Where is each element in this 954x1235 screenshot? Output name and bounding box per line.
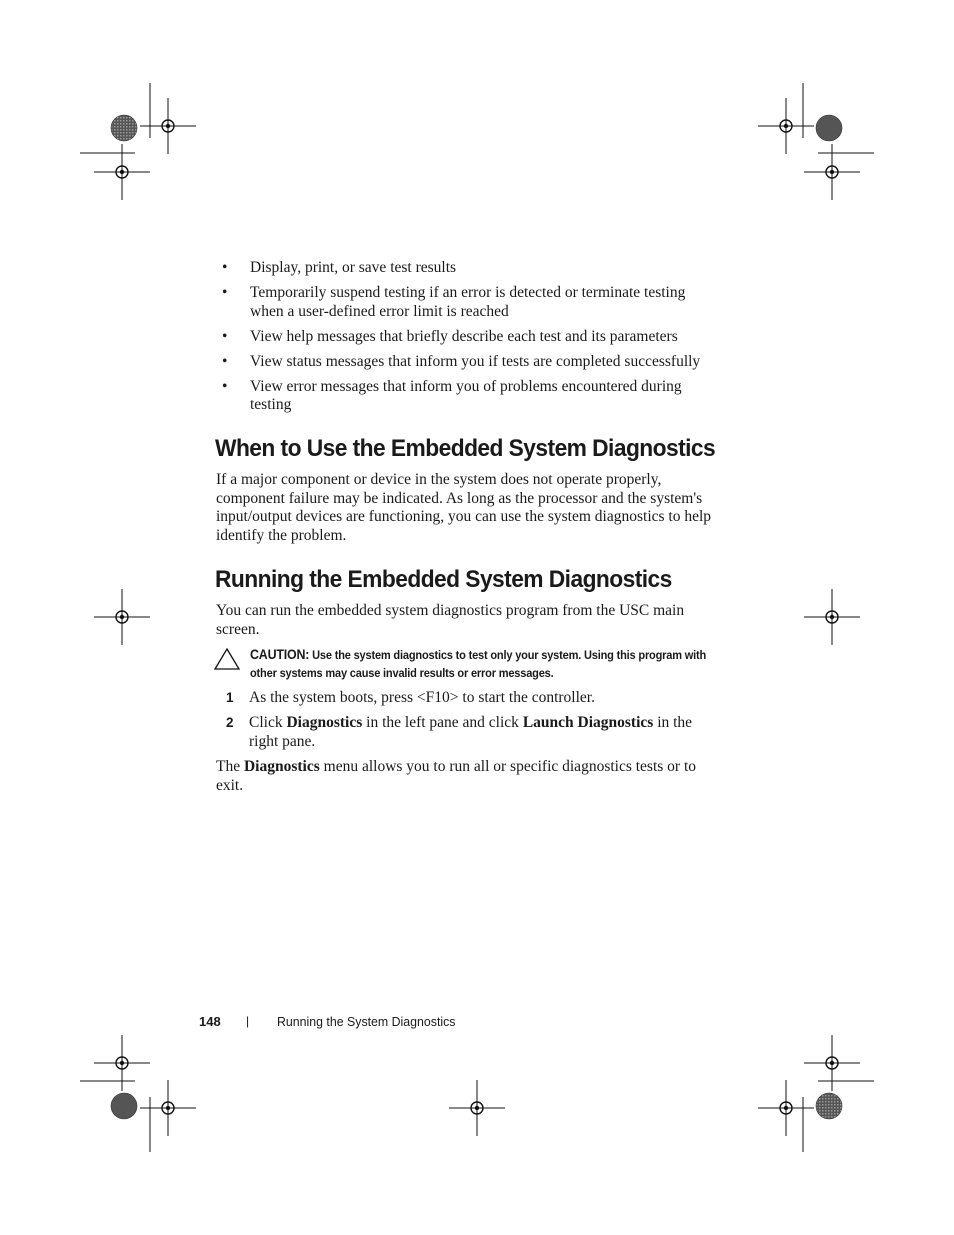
footer-chapter-title: Running the System Diagnostics (277, 1014, 456, 1029)
section-heading-when-to-use: When to Use the Embedded System Diagnostics (215, 435, 716, 462)
caution-message: Use the system diagnostics to test only your system. Using this program with other systems may cause invalid results or error messages. (250, 648, 707, 680)
step-number: 2 (226, 715, 234, 731)
caution-label: CAUTION: (250, 647, 310, 662)
step-text: As the system boots, press <F10> to start the controller. (249, 689, 595, 706)
list-item: • Display, print, or save test results (222, 259, 457, 276)
list-item: • View status messages that inform you if tests are completed successfully (222, 352, 701, 370)
feature-bullet-list (222, 259, 722, 421)
list-item: • Temporarily suspend testing if an error is detected or terminate testing when a user-defined error limit is reached (222, 284, 686, 320)
section-heading-running: Running the Embedded System Diagnostics (215, 566, 672, 593)
page-number: 148 (199, 1014, 221, 1029)
ui-term-diagnostics: Diagnostics (243, 758, 320, 775)
ui-term-launch-diagnostics: Launch Diagnostics (522, 714, 654, 732)
step-item (226, 689, 696, 708)
section-paragraph-running: You can run the embedded system diagnostics program from the USC main screen. (216, 602, 685, 638)
list-item: • View help messages that briefly describe each test and its parameters (222, 327, 678, 345)
caution-notice (214, 646, 707, 682)
ui-term-diagnostics: Diagnostics (286, 714, 363, 732)
procedure-steps (226, 689, 696, 758)
footer-separator: | (246, 1014, 250, 1028)
closing-paragraph: The Diagnostics menu allows you to run all or specific diagnostics tests or to exit. (216, 758, 697, 794)
caution-text-block (250, 646, 710, 682)
caution-triangle-icon (214, 648, 240, 670)
step-number: 1 (226, 690, 234, 705)
section-paragraph-when-to-use: If a major component or device in the system does not operate properly, component failure may be indicated. As long as the processor and the system's input/output devices are functioning, you can use the system diagnostics to help identify the problem. (216, 471, 712, 544)
step-item: 2 Click Diagnostics in the left pane and click Launch Diagnostics in the right pane. (226, 714, 693, 750)
list-item: • View error messages that inform you of problems encountered during testing (222, 377, 682, 413)
